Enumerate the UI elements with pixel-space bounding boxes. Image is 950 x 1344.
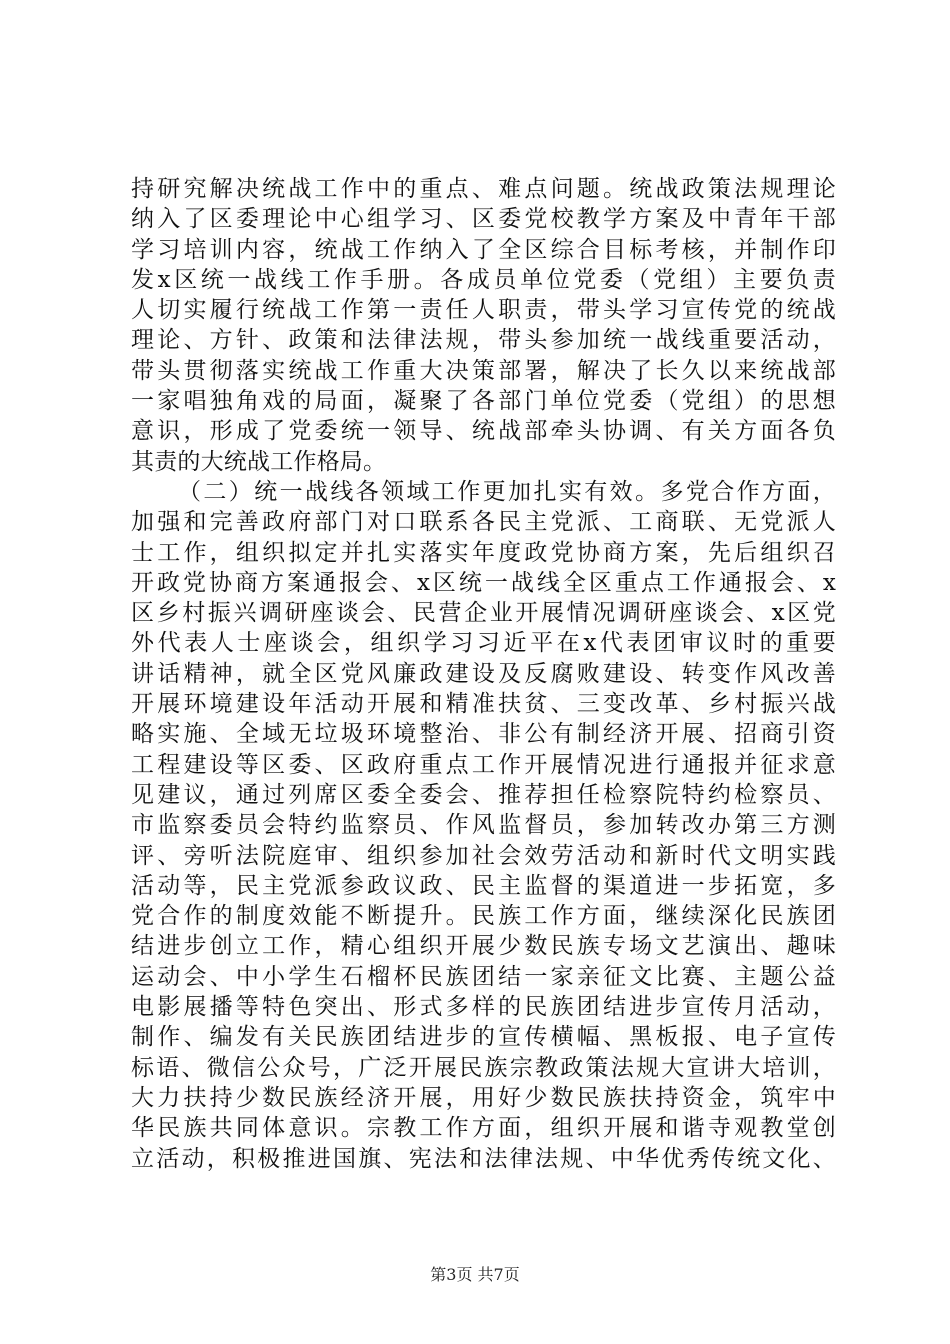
text-line: 评、旁听法院庭审、组织参加社会效劳活动和新时代文明实践 [131,842,836,869]
text-line: 运动会、中小学生石榴杯民族团结一家亲征文比赛、主题公益 [131,963,836,990]
text-line: 士工作，组织拟定并扎实落实年度政党协商方案，先后组织召 [131,539,836,566]
text-line: 理论、方针、政策和法律法规，带头参加统一战线重要活动， [131,327,836,354]
text-line: 纳入了区委理论中心组学习、区委党校教学方案及中青年干部 [131,206,836,233]
text-line: 党合作的制度效能不断提升。民族工作方面，继续深化民族团 [131,903,836,930]
text-line: 电影展播等特色突出、形式多样的民族团结进步宣传月活动， [131,994,836,1021]
text-line: 结进步创立工作，精心组织开展少数民族专场文艺演出、趣味 [131,933,836,960]
section-heading-line: （二）统一战线各领域工作更加扎实有效。多党合作方面， [178,478,836,505]
text-line: 华民族共同体意识。宗教工作方面，组织开展和谐寺观教堂创 [131,1115,836,1142]
text-line: 大力扶持少数民族经济开展，用好少数民族扶持资金，筑牢中 [131,1084,836,1111]
text-line: 立活动，积极推进国旗、宪法和法律法规、中华优秀传统文化、 [131,1145,836,1172]
text-line: 市监察委员会特约监察员、作风监督员，参加转改办第三方测 [131,812,836,839]
text-line: 制作、编发有关民族团结进步的宣传横幅、黑板报、电子宣传 [131,1024,836,1051]
text-line: 意识，形成了党委统一领导、统战部牵头协调、有关方面各负 [131,418,836,445]
text-line: 带头贯彻落实统战工作重大决策部署，解决了长久以来统战部 [131,357,836,384]
text-line: 区乡村振兴调研座谈会、民营企业开展情况调研座谈会、x区党 [131,600,836,627]
text-line: 持研究解决统战工作中的重点、难点问题。统战政策法规理论 [131,176,836,202]
text-line: 活动等，民主党派参政议政、民主监督的渠道进一步拓宽，多 [131,872,836,899]
text-line: 人切实履行统战工作第一责任人职责，带头学习宣传党的统战 [131,297,836,324]
text-line: 发x区统一战线工作手册。各成员单位党委（党组）主要负责 [131,266,836,293]
text-line: 标语、微信公众号，广泛开展民族宗教政策法规大宣讲大培训， [131,1054,836,1081]
text-line: 其责的大统战工作格局。 [131,448,387,475]
text-line: 开政党协商方案通报会、x区统一战线全区重点工作通报会、x [131,569,836,596]
text-line: 一家唱独角戏的局面，凝聚了各部门单位党委（党组）的思想 [131,388,836,415]
text-line: 学习培训内容，统战工作纳入了全区综合目标考核，并制作印 [131,236,836,263]
text-line: 外代表人士座谈会，组织学习习近平在x代表团审议时的重要 [131,630,836,657]
document-body [131,174,836,1174]
text-line: 见建议，通过列席区委全委会、推荐担任检察院特约检察员、 [131,781,836,808]
text-line: 开展环境建设年活动开展和精准扶贫、三变改革、乡村振兴战 [131,691,836,718]
text-line: 工程建设等区委、区政府重点工作开展情况进行通报并征求意 [131,751,836,778]
text-line: 略实施、全域无垃圾环境整治、非公有制经济开展、招商引资 [131,721,836,748]
text-line: 加强和完善政府部门对口联系各民主党派、工商联、无党派人 [131,509,836,536]
page-number-footer: 第3页 共7页 [430,1265,520,1284]
text-line: 讲话精神，就全区党风廉政建设及反腐败建设、转变作风改善 [131,660,836,687]
